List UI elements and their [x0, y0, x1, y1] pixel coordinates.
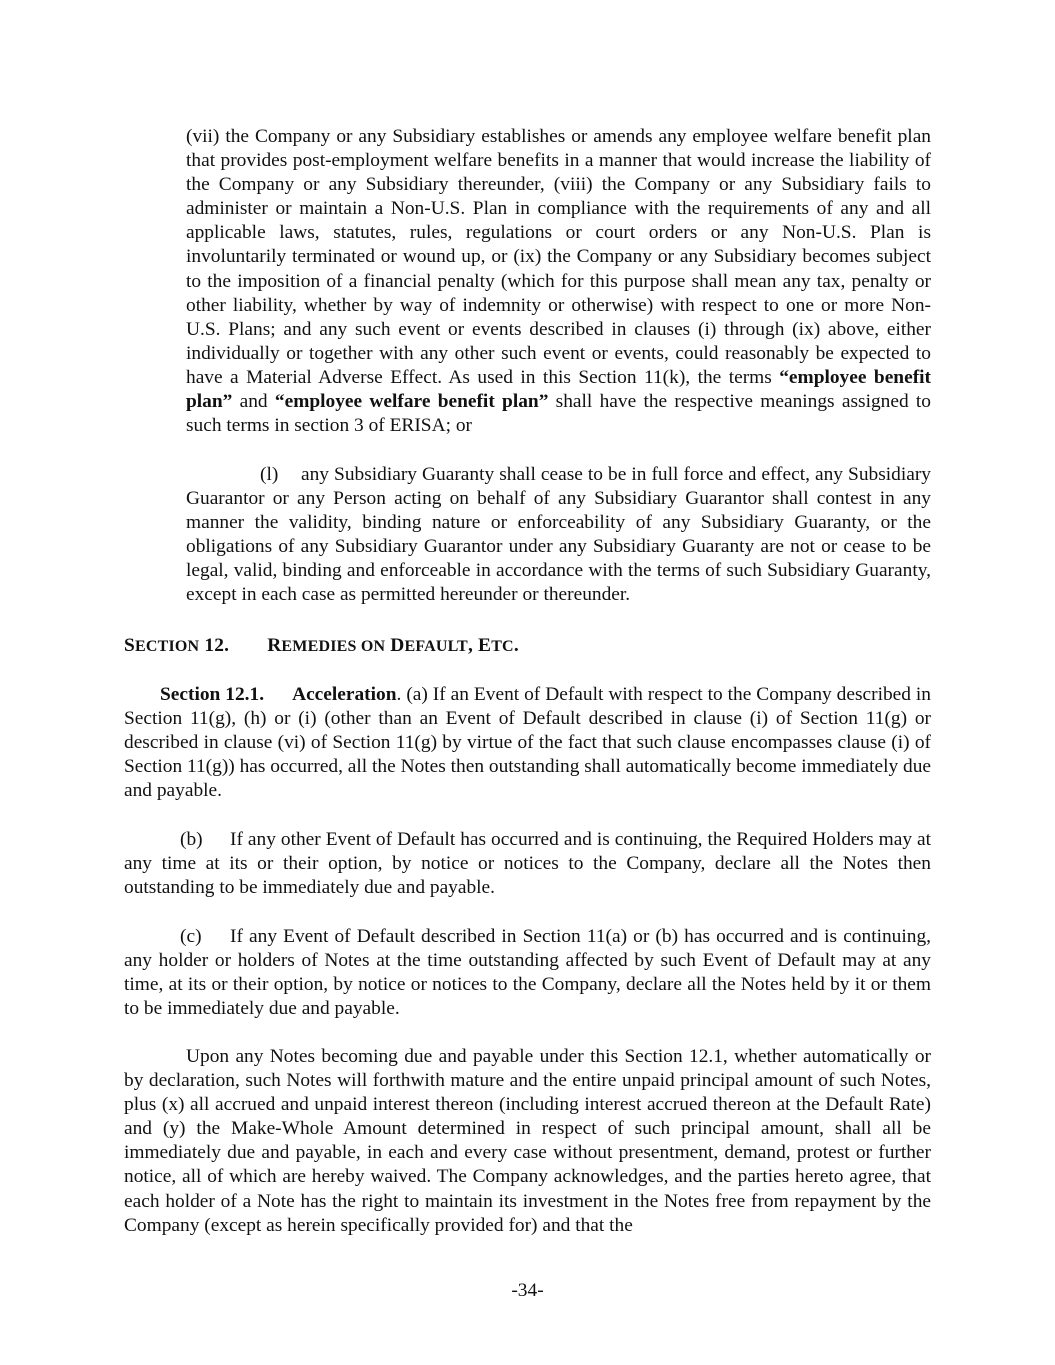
section-12-1-paragraph-a [124, 683, 931, 803]
clause-b-text: If any other Event of Default has occurred and is continuing, the Required Holders may at any time at its or their option, by notice or notices to the Company, declare all the Notes then outstanding to be immediately due and payable. [124, 829, 931, 899]
clause-l-text: any Subsidiary Guaranty shall cease to be in full force and effect, any Subsidiary Guarantor or any Person acting on behalf of any Subsidiary Guarantor shall contest in any manner the validity, binding nature or enforceability of any Subsidiary Guaranty, or the obligations of any Subsidiary Guarantor under any Subsidiary Guaranty are not or cease to be legal, valid, binding and enforceable in accordance with the terms of such Subsidiary Guaranty, except in each case as permitted hereunder or thereunder. [186, 464, 931, 606]
clause-c [124, 925, 931, 1021]
defined-term-employee-benefit-plan: “employee benefit plan” [186, 366, 931, 413]
clause-l-label: (l) [260, 464, 279, 485]
clause-b [124, 828, 931, 900]
clause-c-text: If any Event of Default described in Section 11(a) or (b) has occurred and is continuing, any holder or holders of Notes at the time outstanding affected by such Event of Default may at any time, at its or their option, by notice or notices to the Company, declare all the Notes held by it or them to be immediately due and payable. [124, 926, 931, 1020]
paragraph-vii-text: (vii) the Company or any Subsidiary establishes or amends any employee welfare benefit plan that provides post-employment welfare benefits in a manner that would increase the liability of the Company or any Subsidiary thereunder, (viii) the Company or any Subsidiary fails to administer or maintain a Non-U.S. Plan in compliance with the requirements of any and all applicable laws, statutes, rules, regulations or court orders or any Non-U.S. Plan is involuntarily terminated or wound up, or (ix) the Company or any Subsidiary becomes subject to the imposition of a financial penalty (which for this purpose shall mean any tax, penalty or other liability, whether by way of indemnity or otherwise) with respect to one or more Non-U.S. Plans; and any such event or events described in clauses (i) through (ix) above, either individually or together with any other such event or events, could reasonably be expected to have a Material Adverse Effect. As used in this Section 11(k), the terms [186, 126, 931, 388]
final-paragraph [124, 1045, 931, 1238]
section-12-heading: SECTION 12. REMEDIES ON DEFAULT, ETC. [124, 635, 519, 656]
final-paragraph-text: Upon any Notes becoming due and payable under this Section 12.1, whether automatically or by declaration, such Notes will forthwith mature and the entire unpaid principal amount of such Notes, plus (x) all accrued and unpaid interest thereon (including interest accrued thereon at the Default Rate) and (y) the Make-Whole Amount determined in respect of such principal amount, shall all be immediately due and payable, in each and every case without presentment, demand, protest or further notice, all of which are hereby waived. The Company acknowledges, and the parties hereto agree, that each holder of a Note has the right to maintain its investment in the Notes free from repayment by the Company (except as herein specifically provided for) and that the [124, 1046, 931, 1236]
clause-c-label: (c) [180, 926, 202, 947]
paragraph-vii-tail: shall have the respective meanings assigned to such terms in section 3 of ERISA; or [186, 391, 931, 437]
subsection-number: Section 12.1. [160, 684, 265, 705]
clause-l [186, 463, 931, 608]
defined-term-employee-welfare-benefit-plan: “employee welfare benefit plan” [274, 391, 549, 413]
connector-text: and [232, 391, 275, 413]
subsection-a-text: . (a) If an Event of Default with respect to the Company described in Section 11(g), (h) or (i) (other than an Event of Default described in clause (i) of Section 11(g) or described in clause (vi) of Section 11(g) by virtue of the fact that such clause encompasses clause (i) of Section 11(g)) has occurred, all the Notes then outstanding shall automatically become immediately due and payable. [124, 684, 931, 802]
clause-b-label: (b) [180, 829, 203, 850]
page-number: -34- [511, 1280, 544, 1301]
subsection-title: Acceleration [292, 684, 397, 705]
paragraph-vii [186, 125, 931, 438]
